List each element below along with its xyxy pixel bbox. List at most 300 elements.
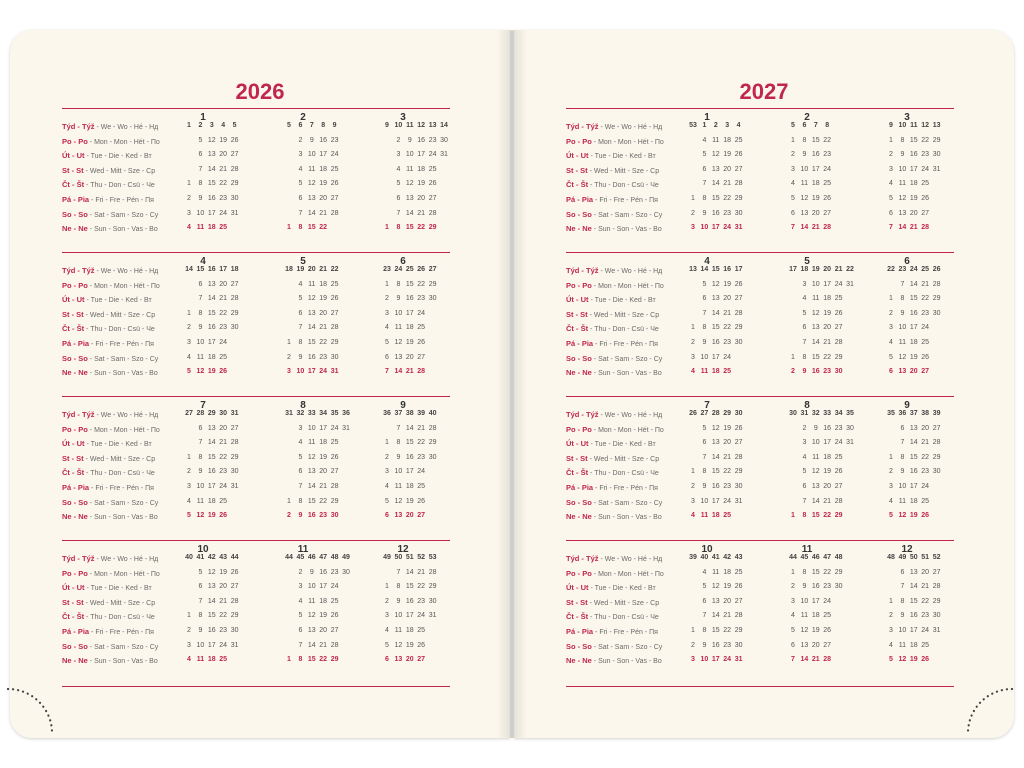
month-number: 6 — [904, 256, 910, 267]
divider-rule — [62, 252, 450, 253]
day-label — [62, 498, 158, 507]
day-label — [566, 210, 662, 219]
day-date: 15 — [307, 497, 316, 505]
day-date: 2 — [791, 583, 795, 591]
sunday-date: 13 — [394, 512, 403, 520]
day-date: 17 — [711, 497, 720, 505]
week-number: 9 — [889, 122, 893, 129]
divider-rule — [566, 252, 954, 253]
week-number: 35 — [330, 410, 339, 417]
day-label-code: St - St — [566, 165, 588, 175]
sunday-date: 24 — [319, 368, 328, 376]
day-date: 4 — [702, 568, 707, 576]
day-label — [62, 612, 155, 621]
day-date: 3 — [385, 612, 389, 620]
day-date: 18 — [909, 339, 918, 346]
sunday-date: 27 — [921, 368, 930, 376]
day-date: 2 — [691, 209, 695, 217]
day-date: 12 — [811, 309, 820, 317]
day-date: 24 — [723, 497, 732, 505]
day-label — [566, 310, 659, 319]
day-date: 15 — [405, 439, 414, 447]
week-number: 33 — [823, 410, 832, 417]
day-label-code: Po - Po — [62, 280, 88, 290]
day-date: 5 — [702, 583, 707, 591]
day-date: 24 — [921, 324, 930, 332]
day-date: 21 — [417, 209, 426, 217]
day-label-names: - Sun - Son - Vas - Во — [591, 370, 662, 378]
day-date: 4 — [298, 165, 303, 173]
day-date: 19 — [405, 339, 414, 346]
day-date: 30 — [230, 324, 239, 332]
day-date: 19 — [319, 453, 328, 461]
week-number: 38 — [405, 410, 414, 417]
day-date: 23 — [723, 483, 732, 490]
day-date: 27 — [734, 165, 743, 173]
day-date: 3 — [889, 483, 893, 490]
day-date: 27 — [330, 468, 339, 476]
sunday-date: 22 — [823, 512, 832, 520]
week-number: 40 — [700, 554, 709, 561]
day-date: 4 — [385, 627, 389, 634]
day-date: 5 — [298, 453, 303, 461]
day-date: 11 — [308, 280, 316, 288]
day-date: 28 — [932, 583, 941, 591]
day-date: 13 — [307, 309, 316, 317]
day-label-code: Týd - Týž — [566, 122, 599, 131]
day-label — [62, 512, 158, 521]
day-label-names: - Tue - Die - Ked - Вт — [84, 153, 152, 161]
day-date: 22 — [921, 295, 930, 303]
day-date: 11 — [406, 165, 414, 173]
day-label-names: - We - Wo - Hé - Нд — [94, 268, 159, 275]
day-label-names: - Sat - Sam - Szo - Су — [87, 499, 159, 507]
week-number: 44 — [230, 554, 239, 561]
month-number: 10 — [197, 544, 209, 555]
day-date: 31 — [230, 209, 239, 217]
week-number: 18 — [230, 266, 239, 273]
day-date: 20 — [219, 424, 228, 432]
day-label — [62, 266, 158, 275]
sunday-date: 12 — [196, 512, 205, 520]
day-date: 10 — [700, 497, 709, 505]
day-date: 9 — [813, 424, 818, 432]
day-date: 31 — [846, 280, 854, 288]
week-number: 36 — [383, 410, 391, 417]
day-date: 3 — [802, 439, 807, 447]
day-date: 29 — [932, 295, 941, 303]
day-date: 2 — [187, 324, 191, 332]
day-date: 3 — [791, 597, 795, 605]
day-label — [566, 569, 664, 578]
day-date: 17 — [909, 165, 918, 173]
sunday-date: 14 — [394, 368, 403, 376]
day-label — [566, 425, 664, 434]
day-date: 23 — [428, 136, 437, 144]
day-date: 16 — [711, 483, 720, 490]
day-label — [62, 583, 152, 592]
day-date: 19 — [405, 497, 414, 505]
day-date: 21 — [219, 439, 228, 447]
day-date: 5 — [802, 309, 807, 317]
day-label — [566, 122, 662, 131]
day-date: 21 — [723, 453, 732, 461]
day-date: 21 — [219, 295, 228, 303]
day-date: 11 — [898, 641, 907, 649]
day-label-code: Pá - Pia — [62, 483, 90, 492]
day-date: 29 — [734, 195, 743, 202]
day-date: 15 — [811, 136, 820, 144]
day-label-names: - Mon - Mon - Hét - По — [87, 138, 160, 146]
day-date: 4 — [187, 353, 191, 361]
day-date: 7 — [298, 641, 303, 649]
day-date: 11 — [394, 324, 403, 332]
sunday-date: 8 — [396, 224, 401, 232]
day-date: 1 — [889, 295, 893, 303]
day-date: 3 — [802, 280, 807, 288]
day-date: 25 — [219, 497, 228, 505]
week-number: 10 — [898, 122, 907, 129]
day-label-code: Pá - Pia — [62, 195, 90, 204]
day-date: 8 — [900, 597, 905, 605]
day-date: 13 — [909, 568, 918, 576]
day-date: 11 — [308, 165, 316, 173]
day-date: 6 — [198, 151, 203, 159]
day-date: 16 — [207, 627, 216, 634]
day-label-code: Ne - Ne — [566, 656, 592, 666]
day-date: 1 — [385, 583, 389, 591]
day-date: 16 — [207, 324, 216, 332]
week-number: 25 — [405, 266, 414, 273]
day-date: 13 — [207, 151, 216, 159]
day-label-names: - Mon - Mon - Hét - По — [87, 426, 160, 434]
day-date: 6 — [298, 468, 303, 476]
sunday-date: 6 — [889, 368, 893, 376]
day-date: 21 — [921, 583, 930, 591]
day-date: 10 — [405, 151, 414, 159]
sunday-date: 25 — [219, 656, 228, 664]
week-number: 49 — [383, 554, 391, 561]
week-number: 25 — [921, 266, 930, 273]
day-date: 30 — [230, 468, 239, 476]
week-number: 47 — [319, 554, 328, 561]
day-date: 18 — [405, 324, 414, 332]
day-date: 24 — [330, 424, 339, 432]
day-date: 29 — [330, 339, 339, 346]
day-date: 21 — [219, 165, 228, 173]
day-date: 12 — [307, 453, 316, 461]
day-label-names: - Thu - Don - Csü - Че — [588, 470, 659, 478]
day-label-code: Po - Po — [62, 136, 88, 146]
day-date: 8 — [802, 568, 807, 576]
month-number: 6 — [400, 256, 406, 267]
day-date: 16 — [319, 136, 328, 144]
day-date: 8 — [396, 439, 401, 447]
day-label-names: - Wed - Mitt - Sze - Ср — [83, 311, 156, 319]
day-label — [566, 454, 659, 463]
day-label-names: - Thu - Don - Csü - Че — [84, 326, 155, 334]
day-date: 3 — [396, 151, 401, 159]
day-date: 28 — [734, 309, 743, 317]
sunday-date: 17 — [711, 656, 720, 664]
sunday-date: 4 — [187, 656, 191, 664]
week-number: 24 — [909, 266, 918, 273]
week-number: 16 — [207, 266, 216, 273]
sunday-date: 24 — [723, 656, 732, 664]
day-date: 18 — [909, 641, 918, 649]
day-date: 26 — [734, 151, 743, 159]
day-date: 29 — [932, 453, 941, 461]
day-date: 29 — [834, 568, 843, 576]
day-date: 25 — [330, 439, 339, 447]
sunday-date: 18 — [711, 512, 720, 520]
day-date: 21 — [823, 339, 832, 346]
sunday-date: 25 — [723, 368, 732, 376]
day-date: 5 — [198, 136, 203, 144]
day-date: 10 — [811, 439, 820, 447]
week-number: 52 — [417, 554, 426, 561]
day-date: 11 — [394, 483, 403, 490]
day-date: 6 — [702, 165, 707, 173]
day-label-names: - We - Wo - Hé - Нд — [94, 124, 159, 131]
day-date: 3 — [889, 627, 893, 634]
day-date: 10 — [898, 165, 907, 173]
day-date: 18 — [319, 280, 328, 288]
day-date: 30 — [440, 136, 448, 144]
week-number: 34 — [319, 410, 328, 417]
day-date: 31 — [440, 151, 448, 159]
day-date: 29 — [428, 583, 437, 591]
day-date: 11 — [712, 568, 720, 576]
day-date: 27 — [417, 353, 426, 361]
day-date: 9 — [407, 136, 412, 144]
day-date: 8 — [396, 280, 401, 288]
month-number: 8 — [300, 400, 306, 411]
day-label-code: Pá - Pia — [62, 627, 90, 636]
day-date: 20 — [319, 627, 328, 634]
day-label-code: Ne - Ne — [62, 656, 88, 666]
sunday-date: 15 — [405, 224, 414, 232]
day-date: 23 — [921, 309, 930, 317]
day-date: 5 — [702, 151, 707, 159]
day-date: 23 — [330, 136, 339, 144]
day-date: 28 — [734, 453, 743, 461]
day-date: 10 — [307, 424, 316, 432]
day-date: 23 — [921, 612, 930, 620]
day-date: 9 — [396, 597, 401, 605]
sunday-date: 27 — [417, 656, 426, 664]
day-date: 22 — [823, 136, 832, 144]
day-date: 5 — [298, 180, 303, 188]
day-label — [566, 612, 659, 621]
sunday-date: 2 — [287, 512, 291, 520]
day-date: 27 — [932, 568, 941, 576]
day-date: 5 — [702, 280, 707, 288]
day-date: 11 — [898, 497, 907, 505]
day-date: 15 — [207, 453, 216, 461]
day-date: 16 — [909, 309, 918, 317]
week-number: 41 — [196, 554, 205, 561]
day-date: 13 — [811, 483, 820, 490]
day-date: 26 — [823, 195, 832, 202]
week-number: 8 — [825, 122, 830, 129]
week-number: 26 — [689, 410, 697, 417]
left-page — [10, 30, 510, 738]
day-date: 10 — [800, 597, 809, 605]
day-date: 8 — [702, 195, 707, 202]
day-date: 17 — [909, 627, 918, 634]
day-date: 6 — [900, 424, 905, 432]
day-date: 26 — [921, 195, 930, 202]
day-date: 14 — [405, 568, 414, 576]
sunday-date: 26 — [921, 512, 930, 520]
day-date: 25 — [417, 324, 426, 332]
day-date: 27 — [734, 295, 743, 303]
day-label-code: Ne - Ne — [62, 224, 88, 234]
day-date: 26 — [330, 453, 339, 461]
day-label — [62, 439, 152, 448]
day-date: 24 — [834, 439, 843, 447]
divider-rule — [566, 540, 954, 541]
day-date: 5 — [791, 195, 795, 202]
day-date: 27 — [834, 324, 843, 332]
day-date: 13 — [394, 353, 403, 361]
day-date: 11 — [308, 439, 316, 447]
week-number: 1 — [702, 122, 707, 129]
day-date: 26 — [734, 583, 743, 591]
day-date: 17 — [823, 280, 832, 288]
week-number: 35 — [846, 410, 854, 417]
day-date: 20 — [823, 483, 832, 490]
day-date: 16 — [417, 136, 426, 144]
day-date: 14 — [711, 309, 720, 317]
day-label-names: - Sat - Sam - Szo - Су — [591, 643, 663, 651]
day-date: 16 — [405, 295, 414, 303]
day-label-names: - Sat - Sam - Szo - Су — [87, 211, 159, 219]
day-label — [566, 583, 656, 592]
day-date: 8 — [900, 136, 905, 144]
day-date: 23 — [823, 583, 832, 591]
day-label-names: - Fri - Fre - Pén - Пя — [593, 629, 658, 636]
week-number: 40 — [428, 410, 437, 417]
day-date: 19 — [319, 180, 328, 188]
sunday-date: 1 — [385, 224, 389, 232]
day-date: 6 — [802, 483, 807, 490]
day-date: 12 — [811, 468, 820, 476]
day-label-names: - Thu - Don - Csü - Че — [588, 326, 659, 334]
day-label-names: - Fri - Fre - Pén - Пя — [89, 341, 154, 348]
day-label — [62, 137, 160, 146]
day-date: 28 — [932, 280, 941, 288]
sunday-date: 14 — [800, 656, 809, 664]
day-date: 14 — [307, 324, 316, 332]
day-date: 30 — [932, 468, 941, 476]
day-date: 13 — [898, 209, 907, 217]
sunday-date: 7 — [791, 224, 795, 232]
day-date: 10 — [800, 165, 809, 173]
day-date: 31 — [230, 641, 239, 649]
day-date: 29 — [834, 353, 843, 361]
day-label-code: St - St — [62, 453, 84, 463]
day-date: 9 — [198, 468, 203, 476]
week-number: 27 — [700, 410, 709, 417]
day-label-names: - Tue - Die - Ked - Вт — [588, 585, 656, 593]
day-date: 7 — [298, 324, 303, 332]
day-date: 19 — [723, 583, 732, 591]
day-label — [62, 295, 152, 304]
day-date: 7 — [802, 339, 807, 346]
day-date: 31 — [734, 497, 743, 505]
day-date: 13 — [405, 195, 414, 202]
sunday-date: 29 — [834, 512, 843, 520]
week-number: 23 — [898, 266, 907, 273]
day-date: 29 — [428, 439, 437, 447]
day-date: 27 — [932, 424, 941, 432]
day-date: 1 — [287, 339, 291, 346]
day-date: 8 — [198, 180, 203, 188]
day-date: 16 — [909, 151, 918, 159]
month-number: 3 — [400, 112, 406, 123]
day-date: 4 — [889, 641, 893, 649]
day-date: 8 — [298, 339, 303, 346]
day-date: 25 — [330, 165, 339, 173]
day-date: 29 — [734, 324, 743, 332]
month-number: 2 — [804, 112, 810, 123]
week-number: 31 — [230, 410, 239, 417]
day-date: 22 — [417, 280, 426, 288]
week-number: 30 — [734, 410, 743, 417]
day-label-names: - Wed - Mitt - Sze - Ср — [587, 599, 660, 607]
day-date: 27 — [823, 641, 832, 649]
day-date: 21 — [723, 309, 732, 317]
day-date: 25 — [330, 280, 339, 288]
day-label-names: - Wed - Mitt - Sze - Ср — [83, 455, 156, 463]
day-date: 19 — [909, 353, 918, 361]
day-date: 28 — [330, 324, 339, 332]
sunday-date: 12 — [898, 512, 907, 520]
month-number: 5 — [300, 256, 306, 267]
day-label-names: - Sun - Son - Vas - Во — [87, 370, 158, 378]
day-label — [566, 224, 662, 233]
day-date: 16 — [711, 641, 720, 649]
day-label — [62, 180, 155, 189]
day-label-names: - Wed - Mitt - Sze - Ср — [587, 455, 660, 463]
day-date: 4 — [889, 339, 893, 346]
day-date: 23 — [330, 568, 339, 576]
day-label-code: Týd - Týž — [62, 122, 95, 131]
day-date: 26 — [823, 627, 832, 634]
day-date: 16 — [207, 468, 216, 476]
sunday-date: 19 — [207, 368, 216, 376]
day-label-names: - Sun - Son - Vas - Во — [591, 226, 662, 234]
day-date: 26 — [417, 641, 426, 649]
day-date: 1 — [889, 136, 893, 144]
day-date: 2 — [889, 468, 893, 476]
day-label-names: - Tue - Die - Ked - Вт — [84, 297, 152, 305]
day-date: 5 — [298, 295, 303, 303]
day-date: 7 — [702, 453, 707, 461]
day-date: 19 — [219, 568, 228, 576]
day-date: 17 — [405, 309, 414, 317]
day-date: 5 — [298, 612, 303, 620]
day-date: 28 — [834, 497, 843, 505]
day-date: 22 — [417, 583, 426, 591]
divider-rule — [62, 540, 450, 541]
day-label — [62, 454, 155, 463]
day-date: 7 — [198, 597, 203, 605]
day-date: 12 — [711, 280, 720, 288]
day-date: 3 — [691, 497, 695, 505]
